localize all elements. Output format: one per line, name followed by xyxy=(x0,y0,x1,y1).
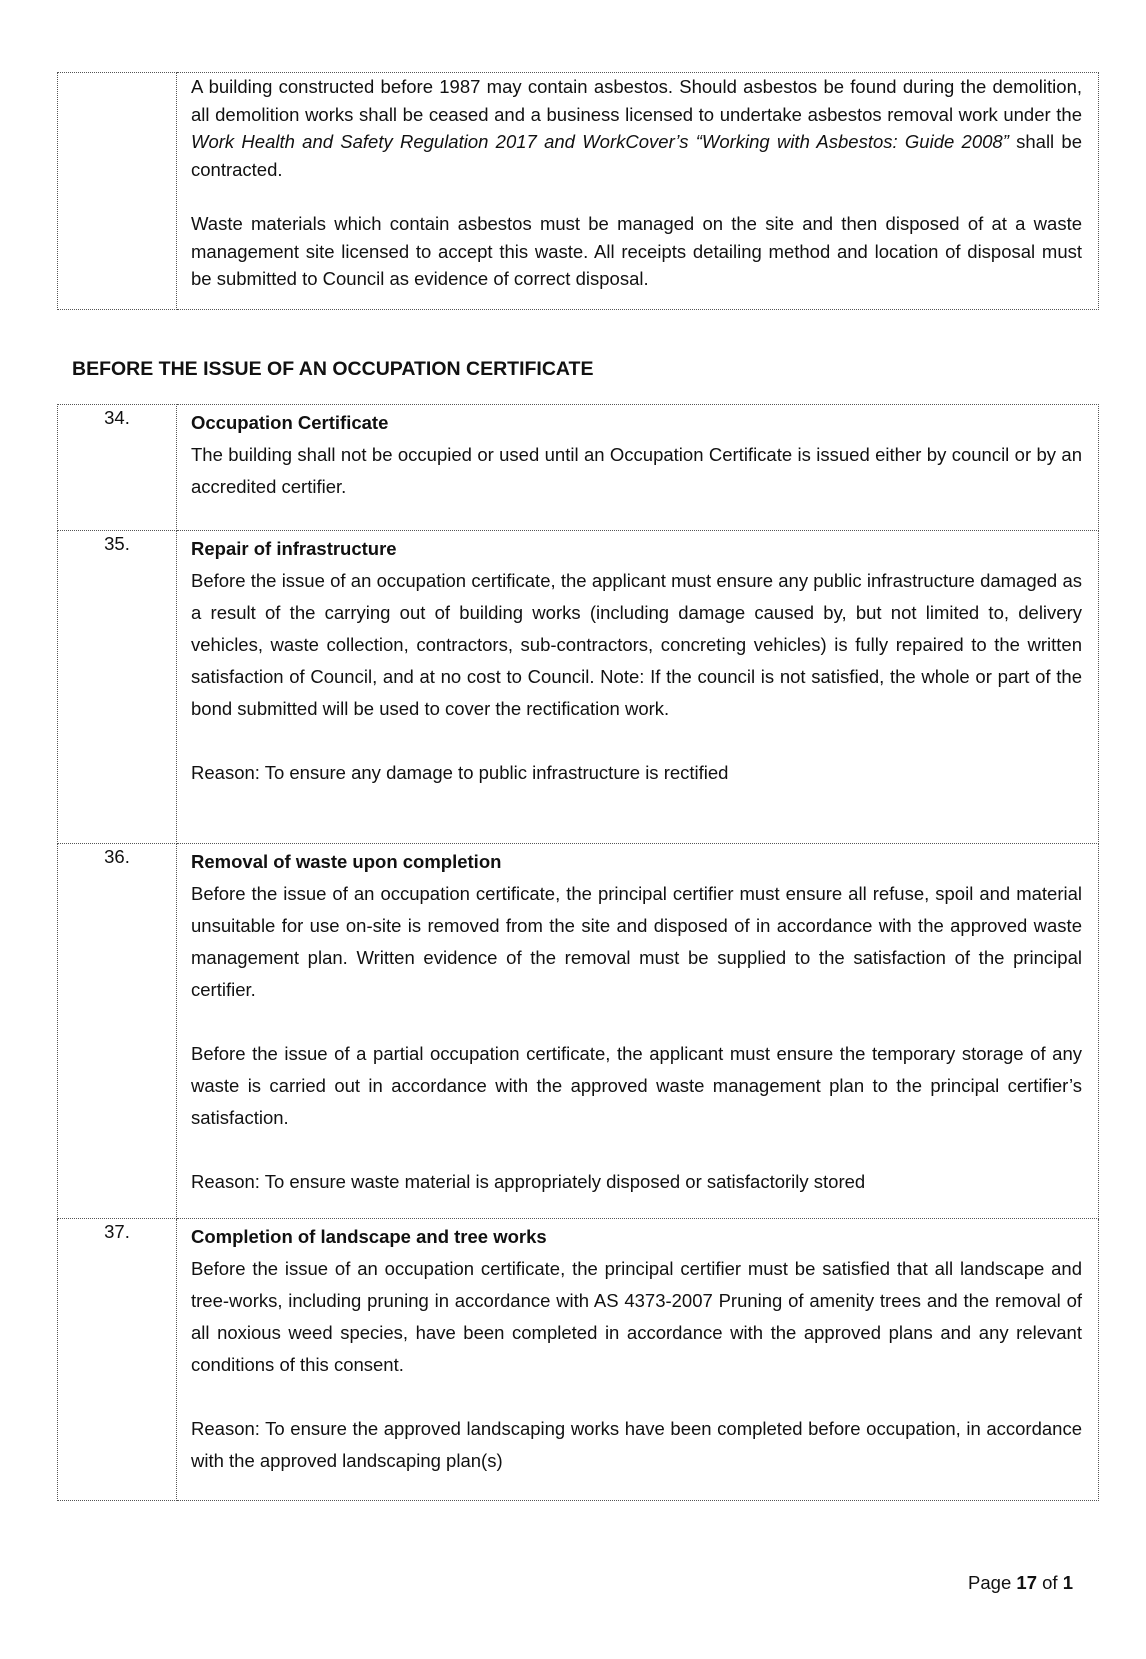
condition-body xyxy=(177,531,1099,844)
condition-title: Occupation Certificate xyxy=(191,412,389,433)
page-footer: Page 17 of 1 xyxy=(968,1572,1073,1593)
condition-paragraph: Before the issue of an occupation certificate, the principal certifier must be satisfied that all landscape and tree-works, including pruning in accordance with AS 4373-2007 Pruning of amenity trees and the removal of all noxious weed species, have been completed in accordance with the approved plans and any relevant conditions of this consent. xyxy=(191,1258,1082,1375)
condition-reason: Reason: To ensure any damage to public infrastructure is rectified xyxy=(191,762,729,783)
condition-reason: Reason: To ensure the approved landscaping works have been completed before occupation, in accordance with the approved landscaping plan(s) xyxy=(191,1418,1082,1471)
condition-row xyxy=(58,1219,1099,1501)
regulation-reference: Work Health and Safety Regulation 2017 and WorkCover’s “Working with Asbestos: Guide 2008” xyxy=(191,131,1009,152)
condition-body xyxy=(177,405,1099,531)
condition-number: 34. xyxy=(58,405,177,531)
empty-number-cell xyxy=(58,73,177,310)
asbestos-text-cell xyxy=(177,73,1099,310)
condition-row xyxy=(58,531,1099,844)
continuation-row xyxy=(58,73,1099,310)
condition-paragraph: Before the issue of an occupation certificate, the principal certifier must ensure all refuse, spoil and material unsuitable for use on-site is removed from the site and disposed of in accordance with the approved waste management plan. Written evidence of the removal must be supplied to the satisfaction of the principal certifier. xyxy=(191,883,1082,1000)
condition-reason: Reason: To ensure waste material is appropriately disposed or satisfactorily stored xyxy=(191,1171,866,1192)
page-total: 1 xyxy=(1062,1572,1073,1593)
condition-row xyxy=(58,844,1099,1219)
condition-title: Repair of infrastructure xyxy=(191,538,397,559)
condition-number: 36. xyxy=(58,844,177,1219)
section-heading: BEFORE THE ISSUE OF AN OCCUPATION CERTIFICATE xyxy=(72,358,594,380)
condition-body xyxy=(177,844,1099,1219)
condition-paragraph: Before the issue of an occupation certificate, the applicant must ensure any public infrastructure damaged as a result of the carrying out of building works (including damage caused by, but not limited to, delivery vehicles, waste collection, contractors, sub-contractors, concreting vehicles) is fully repaired to the written satisfaction of Council, and at no cost to Council. Note: If the council is not satisfied, the whole or part of the bond submitted will be used to cover the rectification work. xyxy=(191,570,1082,719)
condition-row xyxy=(58,405,1099,531)
condition-number: 37. xyxy=(58,1219,177,1501)
continuation-table xyxy=(57,72,1099,310)
asbestos-paragraph: A building constructed before 1987 may contain asbestos. Should asbestos be found during the demolition, all demolition works shall be ceased and a business licensed to undertake asbestos removal work under the Work Health and Safety Regulation 2017 and WorkCover’s “Working with Asbestos: Guide 2008” shall be contracted. xyxy=(191,76,1082,180)
conditions-table xyxy=(57,404,1099,1501)
condition-body xyxy=(177,1219,1099,1501)
condition-title: Completion of landscape and tree works xyxy=(191,1226,547,1247)
condition-number: 35. xyxy=(58,531,177,844)
page-number: 17 xyxy=(1016,1572,1037,1593)
condition-paragraph: The building shall not be occupied or used until an Occupation Certificate is issued either by council or by an accredited certifier. xyxy=(191,444,1082,497)
asbestos-waste-paragraph: Waste materials which contain asbestos must be managed on the site and then disposed of at a waste management site licensed to accept this waste. All receipts detailing method and location of disposal must be submitted to Council as evidence of correct disposal. xyxy=(191,213,1082,289)
condition-paragraph: Before the issue of a partial occupation certificate, the applicant must ensure the temporary storage of any waste is carried out in accordance with the approved waste management plan to the principal certifier’s satisfaction. xyxy=(191,1043,1082,1128)
condition-title: Removal of waste upon completion xyxy=(191,851,502,872)
